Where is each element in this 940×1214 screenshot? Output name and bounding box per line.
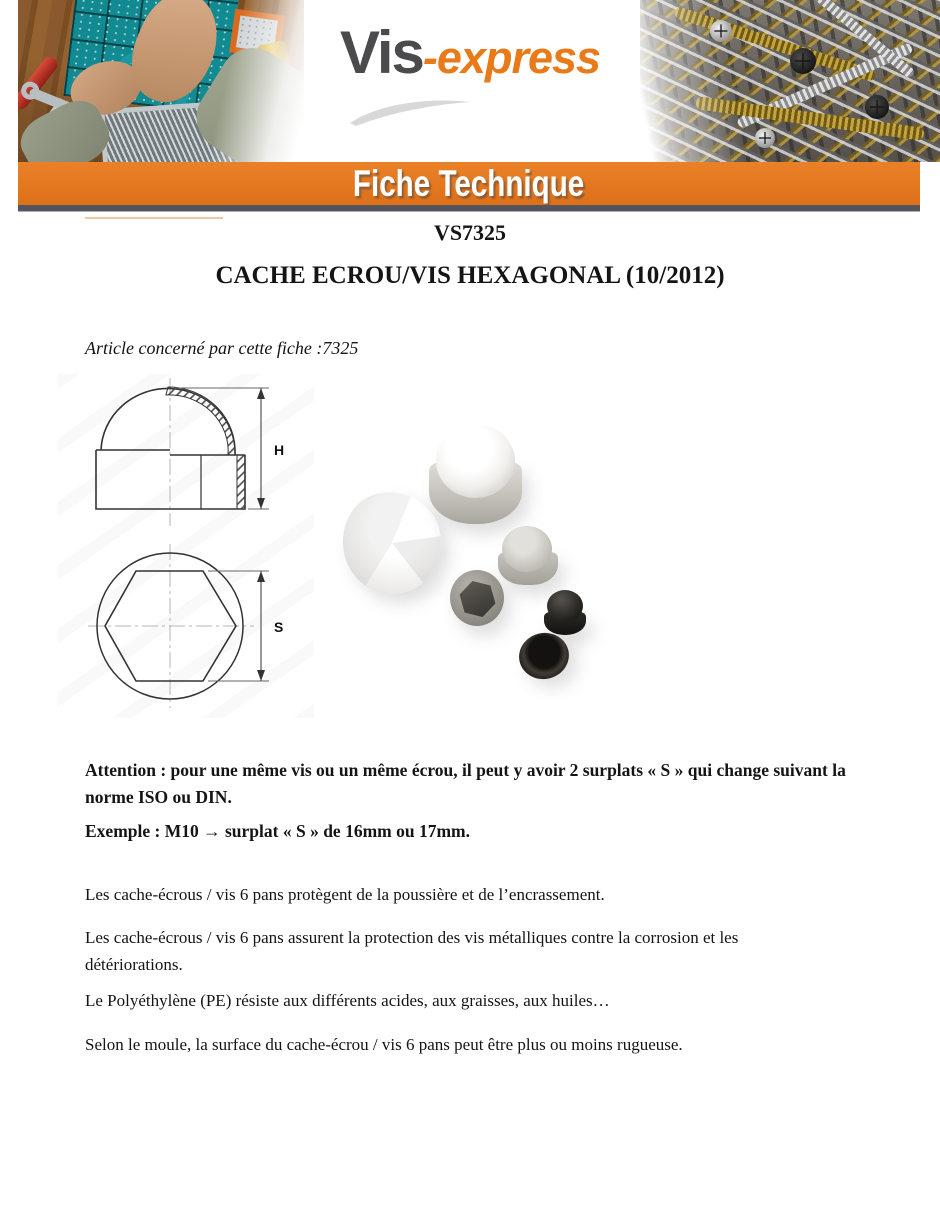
article-note: Article concerné par cette fiche :7325 — [85, 338, 359, 358]
logo-swoosh — [348, 96, 478, 126]
technical-drawings — [58, 374, 314, 718]
dimension-h-label: H — [274, 442, 285, 458]
grey-dome-cap — [502, 526, 552, 572]
banner-title: Fiche Technique — [353, 162, 585, 204]
logo-text-express: -express — [422, 32, 601, 83]
header-divider — [18, 205, 920, 212]
product-code: VS7325 — [433, 220, 507, 245]
screws-photo — [640, 0, 940, 162]
body-paragraph-4: Selon le moule, la surface du cache-écrou / vis 6 pans peut être plus ou moins rugueuse. — [85, 1035, 683, 1054]
black-tilted-cap — [515, 628, 573, 683]
large-white-dome-cap — [436, 424, 515, 498]
vis-express-logo — [330, 18, 610, 87]
photo-fade — [640, 0, 940, 162]
black-dome-cap — [547, 590, 583, 622]
tan-underline — [85, 217, 223, 219]
body-paragraph-2: Les cache-écrous / vis 6 pans assurent la protection des vis métalliques contre la corrosion et les détériorations. — [85, 928, 739, 975]
top-view-drawing — [58, 536, 314, 718]
workbench-photo — [18, 0, 304, 162]
cap-nuts-photo — [335, 400, 620, 700]
page-title: CACHE ECROU/VIS HEXAGONAL (10/2012) — [215, 262, 725, 289]
body-paragraph-3: Le Polyéthylène (PE) résiste aux différents acides, aux graisses, aux huiles… — [85, 991, 610, 1010]
dimension-s-label: S — [274, 619, 284, 635]
body-paragraph-1: Les cache-écrous / vis 6 pans protègent de la poussière et de l’encrassement. — [85, 885, 605, 904]
photo-fade — [18, 0, 304, 162]
exemple-paragraph: Exemple : M10 → surplat « S » de 16mm ou 17mm. — [85, 821, 470, 841]
side-view-drawing — [58, 374, 314, 534]
logo-text-vis: Vis — [339, 19, 423, 86]
fiche-technique-banner — [18, 162, 920, 205]
attention-paragraph: Attention : pour une même vis ou un même écrou, il peut y avoir 2 surplats « S » qui change suivant la norme ISO ou DIN. — [85, 760, 846, 808]
